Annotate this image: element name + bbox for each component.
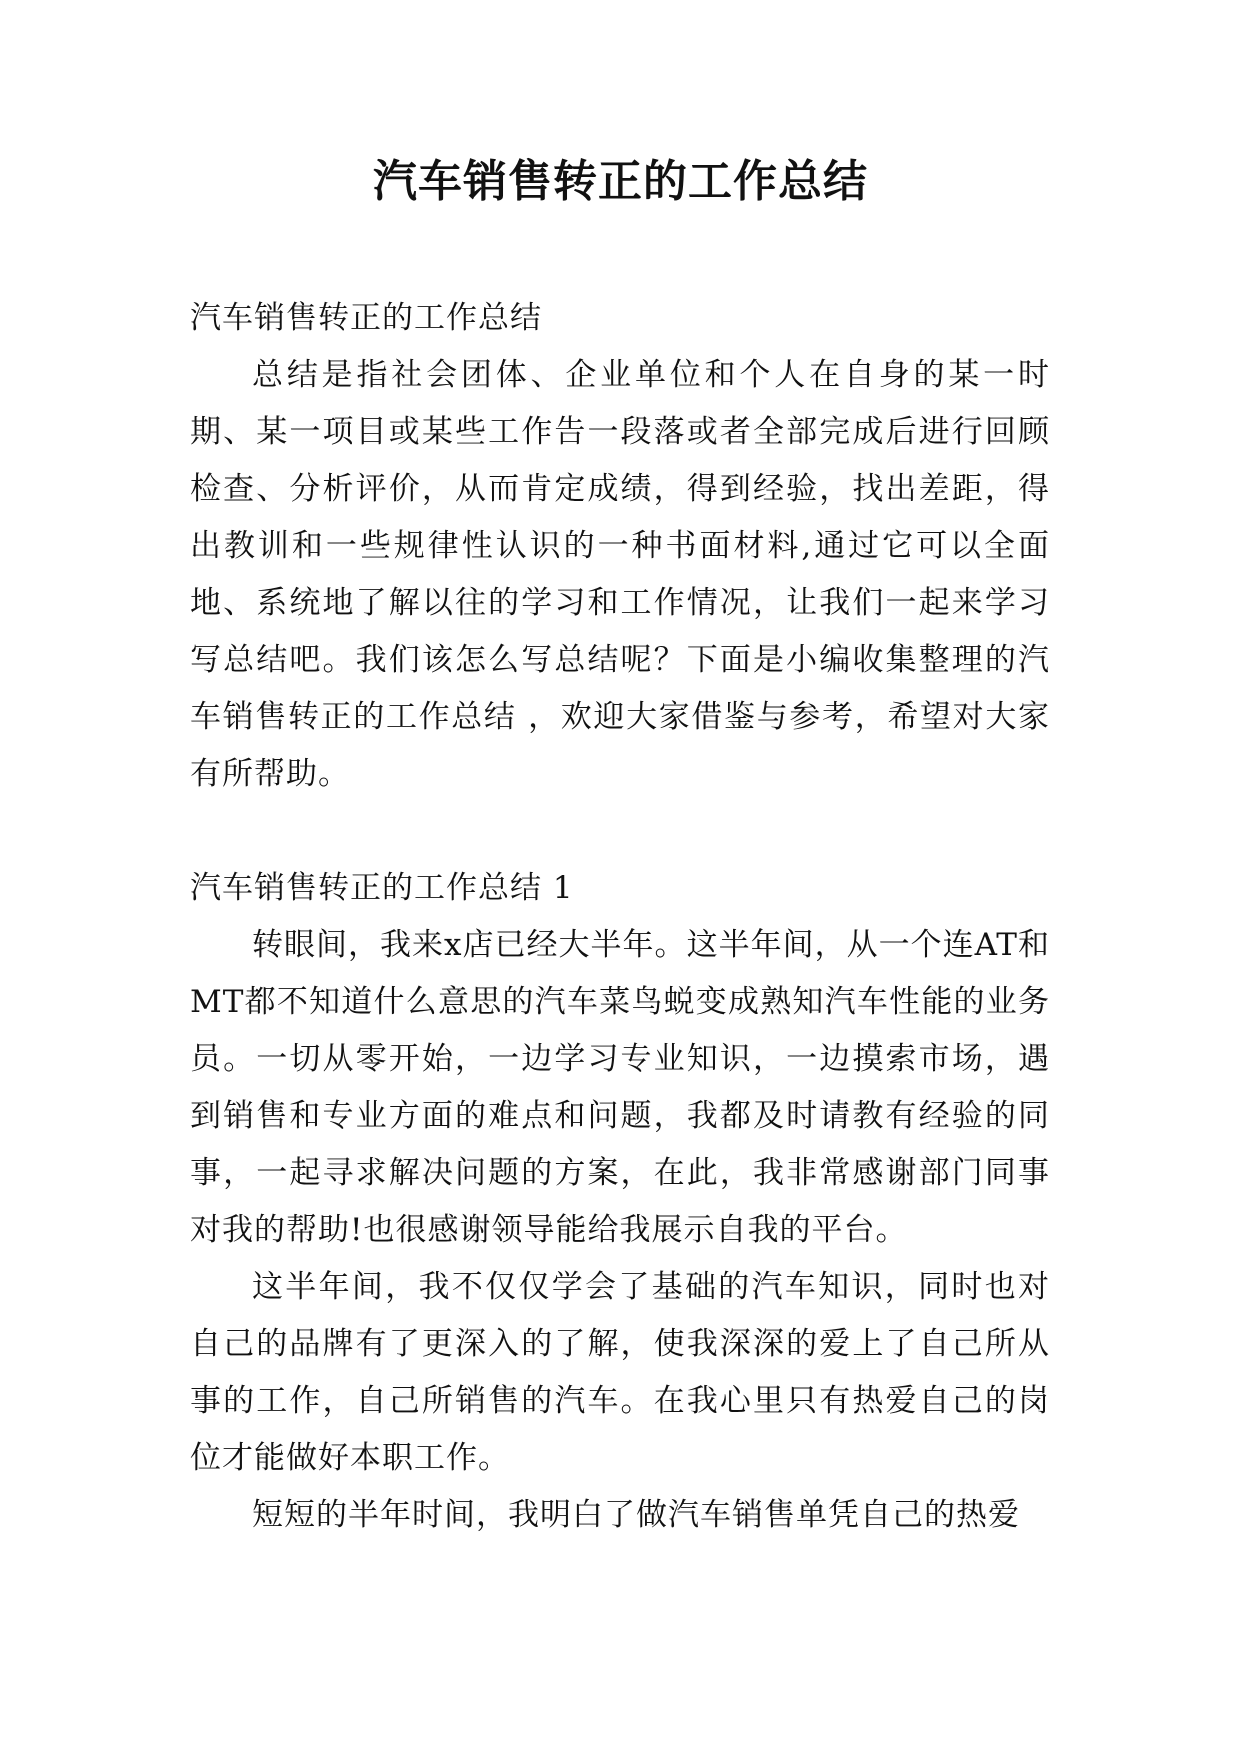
document-body — [190, 290, 1050, 1544]
section1-paragraph-3: 短短的半年时间，我明白了做汽车销售单凭自己的热爱 — [252, 1497, 1020, 1533]
intro-paragraph: 总结是指社会团体、企业单位和个人在自身的某一时期、某一项目或某些工作告一段落或者全部完成后进行回顾检查、分析评价，从而肯定成绩，得到经验，找出差距，得出教训和一些规律性认识的一种书面材料,通过它可以全面地、系统地了解以往的学习和工作情况，让我们一起来学习写总结吧。我们该怎么写总结呢？下面是小编收集整理的汽车销售转正的工作总结 ，欢迎大家借鉴与参考，希望对大家有所帮助。 — [190, 357, 1050, 792]
section-spacer — [190, 803, 1050, 860]
section1-paragraph-2: 这半年间，我不仅仅学会了基础的汽车知识，同时也对自己的品牌有了更深入的了解，使我深深的爱上了自己所从事的工作，自己所销售的汽车。在我心里只有热爱自己的岗位才能做好本职工作。 — [190, 1269, 1050, 1476]
document-title: 汽车销售转正的工作总结 — [373, 156, 868, 207]
section1-paragraph-1: 转眼间，我来x店已经大半年。这半年间，从一个连AT和MT都不知道什么意思的汽车菜鸟蜕变成熟知汽车性能的业务员。一切从零开始，一边学习专业知识，一边摸索市场，遇到销售和专业方面的难点和问题，我都及时请教有经验的同事，一起寻求解决问题的方案，在此，我非常感谢部门同事对我的帮助!也很感谢领导能给我展示自我的平台。 — [190, 927, 1050, 1248]
intro-heading: 汽车销售转正的工作总结 — [190, 300, 542, 336]
section1-heading: 汽车销售转正的工作总结 1 — [190, 870, 574, 906]
